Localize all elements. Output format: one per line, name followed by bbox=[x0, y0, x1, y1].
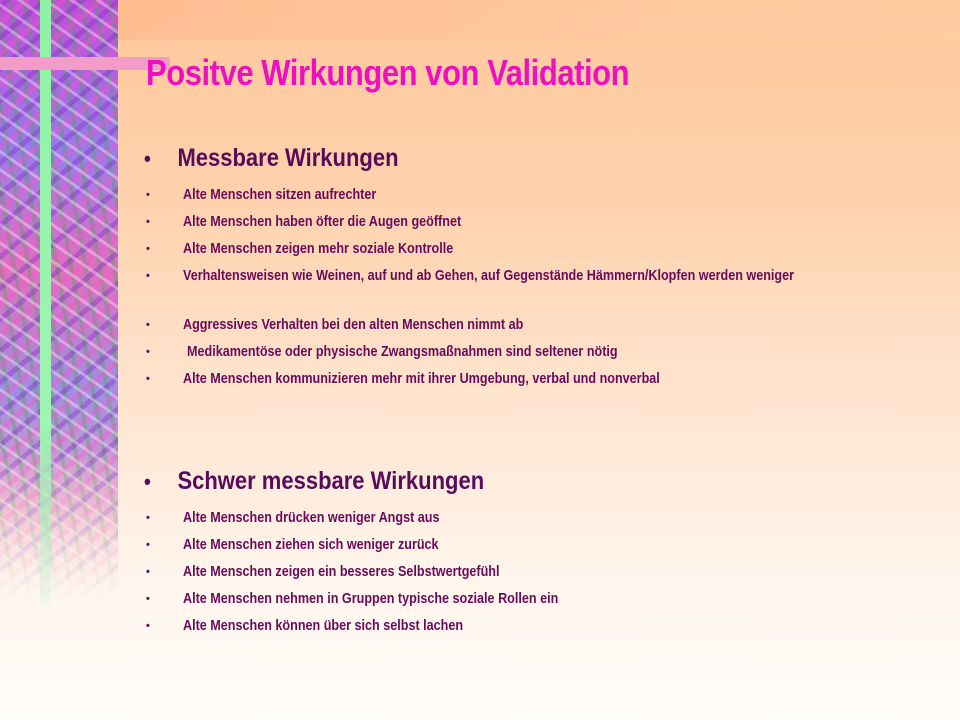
bullet-icon: • bbox=[146, 539, 150, 551]
bullet-icon: • bbox=[146, 319, 150, 331]
list-item: • Alte Menschen zeigen ein besseres Selbstwertgefühl bbox=[146, 563, 500, 580]
bullet-icon: • bbox=[146, 593, 150, 605]
list-item: • Medikamentöse oder physische Zwangsmaßnahmen sind seltener nötig bbox=[146, 343, 618, 360]
list-item: • Alte Menschen zeigen mehr soziale Kontrolle bbox=[146, 240, 454, 257]
bullet-icon: • bbox=[146, 270, 150, 282]
slide-title: Positve Wirkungen von Validation bbox=[146, 52, 630, 93]
bullet-icon: • bbox=[146, 243, 150, 255]
bullet-icon: • bbox=[146, 373, 150, 385]
bullet-icon: • bbox=[144, 146, 151, 171]
list-item: • Alte Menschen nehmen in Gruppen typische soziale Rollen ein bbox=[146, 590, 559, 607]
bullet-icon: • bbox=[144, 469, 151, 494]
list-item: • Aggressives Verhalten bei den alten Menschen nimmt ab bbox=[146, 316, 524, 333]
section-heading-measurable bbox=[144, 144, 399, 173]
bullet-icon: • bbox=[146, 216, 150, 228]
list-item: • Verhaltensweisen wie Weinen, auf und ab Gehen, auf Gegenstände Hämmern/Klopfen werden weniger bbox=[146, 267, 795, 284]
decorative-side-texture bbox=[0, 0, 118, 600]
list-item: • Alte Menschen drücken weniger Angst aus bbox=[146, 509, 440, 526]
bullet-icon: • bbox=[146, 620, 150, 632]
list-item: • Alte Menschen sitzen aufrechter bbox=[146, 186, 377, 203]
section-heading-hard-to-measure bbox=[144, 467, 484, 496]
list-item: • Alte Menschen haben öfter die Augen geöffnet bbox=[146, 213, 462, 230]
list-item: • Alte Menschen kommunizieren mehr mit ihrer Umgebung, verbal und nonverbal bbox=[146, 370, 660, 387]
bullet-icon: • bbox=[146, 346, 150, 358]
bullet-icon: • bbox=[146, 189, 150, 201]
section-heading-text: Messbare Wirkungen bbox=[177, 144, 399, 172]
list-item: • Alte Menschen können über sich selbst lachen bbox=[146, 617, 464, 634]
section-heading-text: Schwer messbare Wirkungen bbox=[177, 467, 485, 495]
green-accent-bar bbox=[40, 0, 51, 605]
list-item: • Alte Menschen ziehen sich weniger zurück bbox=[146, 536, 439, 553]
bullet-icon: • bbox=[146, 512, 150, 524]
pink-accent-bar bbox=[0, 57, 170, 70]
bullet-icon: • bbox=[146, 566, 150, 578]
top-decorative-band bbox=[118, 0, 960, 40]
